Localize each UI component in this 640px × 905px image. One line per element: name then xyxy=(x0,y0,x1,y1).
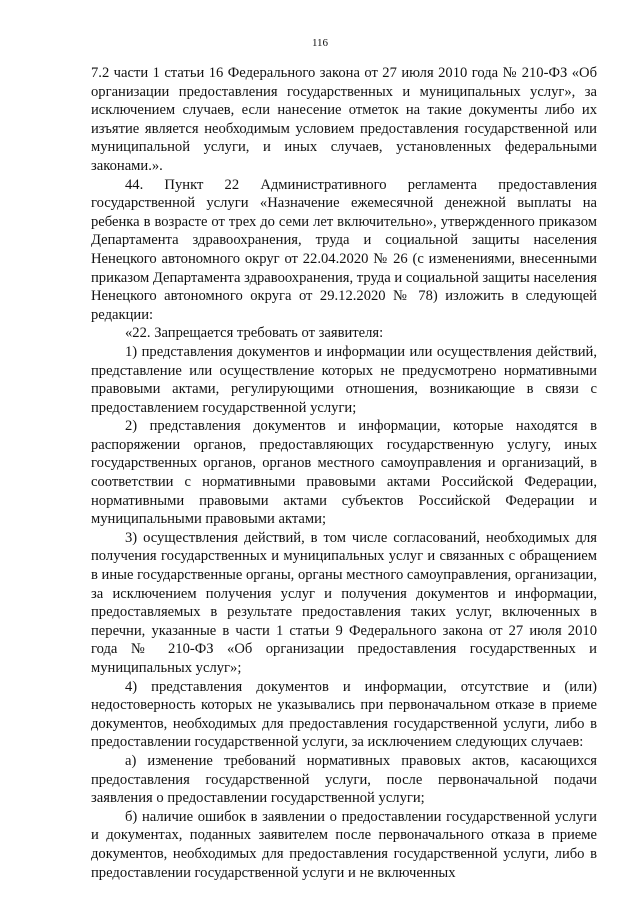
paragraph-2: 44. Пункт 22 Административного регламента предоставления государственной услуги «Назначение ежемесячной денежной выплаты на ребенка в возрасте от трех до семи лет включительно», утвержденного приказом Департамента здравоохранения, труда и социальной защиты населения Ненецкого автономного округ от 22.04.2020 № 26 (с изменениями, внесенными приказом Департамента здравоохранения, труда и социальной защиты населения Ненецкого автономного округа от 29.12.2020 № 78) изложить в следующей редакции: xyxy=(91,176,597,323)
page-number: 116 xyxy=(311,37,329,49)
paragraph-9: б) наличие ошибок в заявлении о предоставлении государственной услуги и документах, поданных заявителем после первоначального отказа в приеме документов, необходимых для предоставления государственной услуги, либо в предоставлении государственной услуги и не включенных xyxy=(91,808,597,881)
paragraph-1: 7.2 части 1 статьи 16 Федерального закона от 27 июля 2010 года № 210-ФЗ «Об организации предоставления государственных и муниципальных услуг», за исключением случаев, если нанесение отметок на такие документы либо их изъятие является необходимым условием предоставления государственной или муниципальной услуги, и иных случаев, установленных федеральными законами.». xyxy=(91,65,597,174)
paragraph-3: «22. Запрещается требовать от заявителя: xyxy=(125,325,384,342)
paragraph-7: 4) представления документов и информации, отсутствие и (или) недостоверность которых не указывались при первоначальном отказе в приеме документов, необходимых для предоставления государственной услуги, либо в предоставлении государственной услуги, за исключением следующих случаев: xyxy=(91,678,597,751)
paragraph-5: 2) представления документов и информации, которые находятся в распоряжении органов, предоставляющих государственную услугу, иных государственных органов, органов местного самоуправления и организаций, в соответствии с нормативными правовыми актами Российской Федерации, нормативными правовыми актами субъектов Российской Федерации и муниципальными правовыми актами; xyxy=(91,418,597,528)
paragraph-6: 3) осуществления действий, в том числе согласований, необходимых для получения государственных и муниципальных услуг и связанных с обращением в иные государственные органы, органы местного самоуправления, организации, за исключением получения услуг и получения документов и информации, предоставляемых в результате предоставления таких услуг, включенных в перечни, указанные в части 1 статьи 9 Федерального закона от 27 июля 2010 года № 210-ФЗ «Об организации предоставления государственных и муниципальных услуг»; xyxy=(91,529,597,676)
paragraph-8: а) изменение требований нормативных правовых актов, касающихся предоставления государственной услуги, после первоначальной подачи заявления о предоставлении государственной услуги; xyxy=(91,752,597,807)
document-body xyxy=(91,64,597,882)
paragraph-4: 1) представления документов и информации или осуществления действий, представление или осуществление которых не предусмотрено нормативными правовыми актами, регулирующими отношения, возникающие в связи с предоставлением государственной услуги; xyxy=(91,343,597,416)
